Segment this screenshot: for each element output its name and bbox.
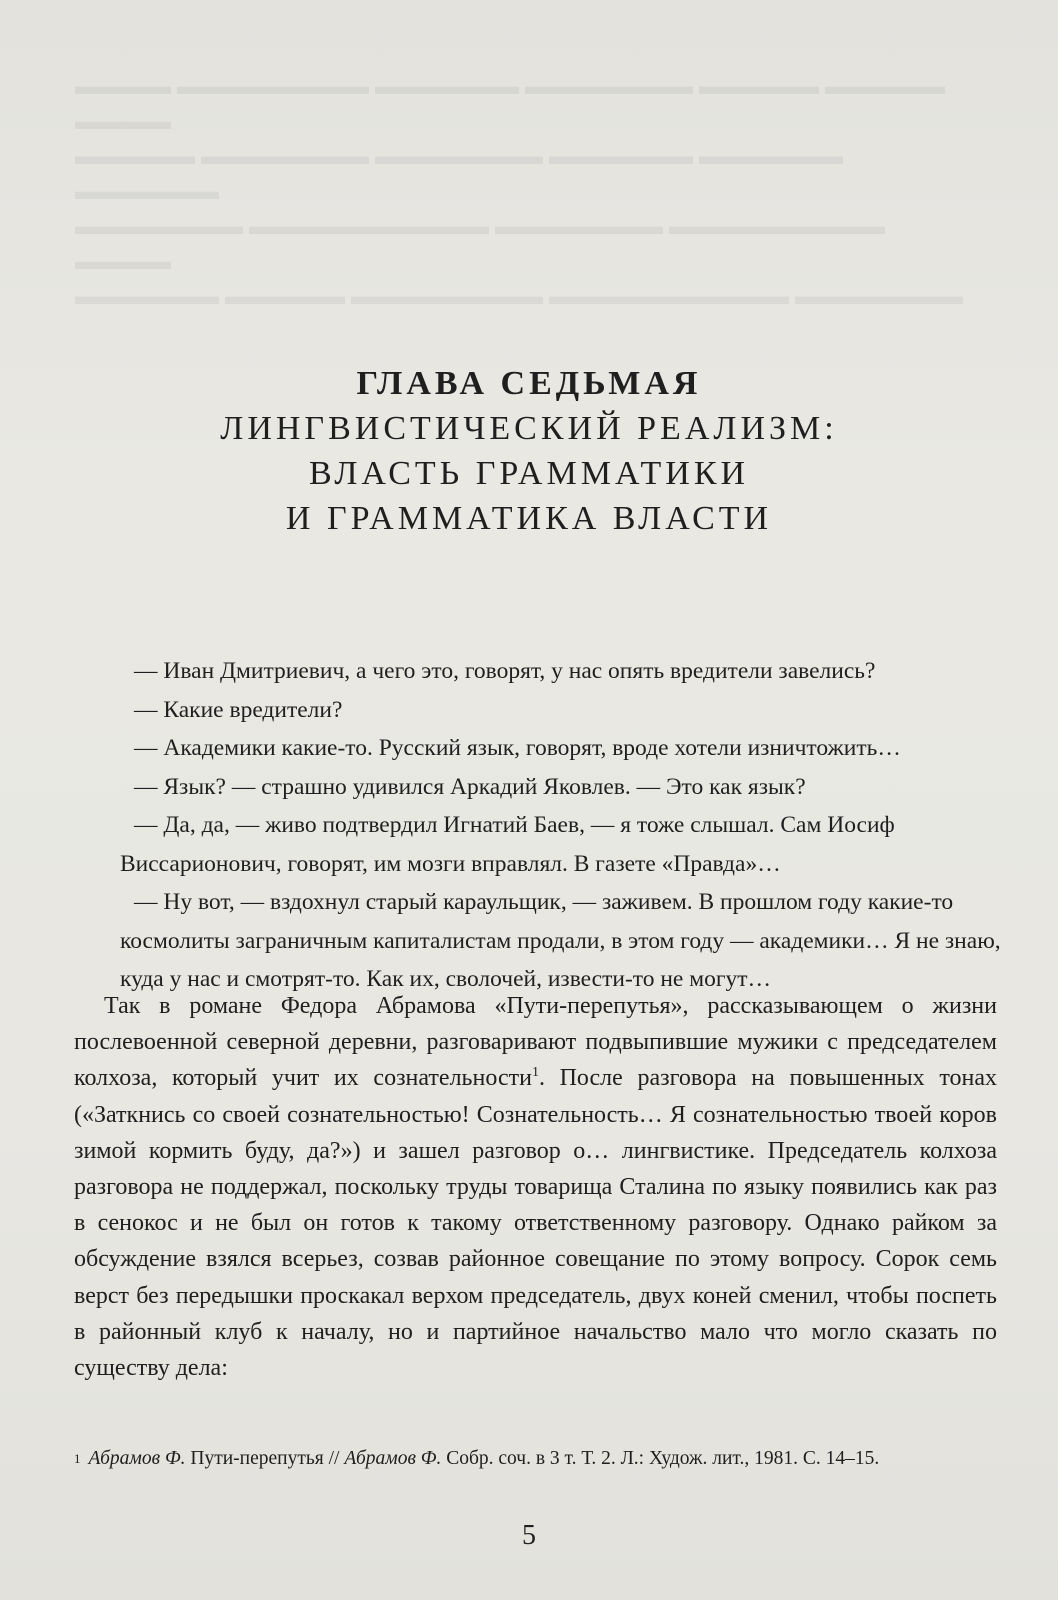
dialogue-line: — Иван Дмитриевич, а чего это, говорят, у нас опять вредители завелись? <box>134 658 876 684</box>
footnote-text: Пути-перепутья // <box>185 1448 345 1469</box>
footnote-number: 1 <box>74 1451 81 1466</box>
dialogue-line: — Ну вот, — вздохнул старый караульщик, — заживем. В прошлом году какие-то космолиты заграничным капиталистам продали, в этом году — академики… Я не знаю, куда у нас и смотрят-то. Как их, сволочей, извести-то не могут… <box>120 889 1001 992</box>
chapter-title-line-3: И ГРАММАТИКА ВЛАСТИ <box>285 500 773 537</box>
chapter-title-line-2: ВЛАСТЬ ГРАММАТИКИ <box>308 455 750 492</box>
page-number: 5 <box>522 1520 536 1551</box>
footnote-author: Абрамов Ф. <box>344 1448 442 1469</box>
chapter-title-line-1: ЛИНГВИСТИЧЕСКИЙ РЕАЛИЗМ: <box>220 410 838 447</box>
footnote <box>74 1446 1014 1472</box>
footnote-text: Собр. соч. в 3 т. Т. 2. Л.: Худож. лит., 1981. С. 14–15. <box>441 1448 880 1469</box>
epigraph-dialogue <box>120 652 1015 999</box>
chapter-label: ГЛАВА СЕДЬМАЯ <box>356 365 702 402</box>
dialogue-line: — Язык? — страшно удивился Аркадий Яковлев. — Это как язык? <box>134 773 806 800</box>
body-text-part-2: . После разговора на повышенных тонах («Заткнись со своей сознательностью! Сознательность… Я сознательностью твоей коров зимой кормить буду, да?») и зашел разговор о… лингвистике. Председатель колхоза разговора не поддержал, поскольку труды товарища Сталина по языку появились как раз в сенокос и не был он готов к такому ответственному разговору. Однако райком за обсуждение взялся всерьез, созвав районное совещание по этому вопросу. Сорок семь верст без передышки проскакал верхом председатель, двух коней сменил, чтобы поспеть в районный клуб к началу, но и партийное начальство мало что могло сказать по существу дела: <box>74 1065 998 1382</box>
chapter-heading <box>0 362 1058 541</box>
dialogue-line: — Академики какие-то. Русский язык, говорят, вроде хотели изничтожить… <box>134 735 901 761</box>
footnote-reference[interactable]: 1 <box>531 1065 539 1081</box>
body-paragraph-container <box>74 988 997 1386</box>
dialogue-line: — Какие вредители? <box>134 696 343 723</box>
body-text-part-1: Так в романе Федора Абрамова «Пути-перепутья», рассказывающем о жизни послевоенной северной деревни, разговаривают подвыпившие мужики с председателем колхоза, который учит их сознательности <box>74 993 997 1092</box>
footnote-author: Абрамов Ф. <box>88 1448 186 1469</box>
dialogue-line: — Да, да, — живо подтвердил Игнатий Баев, — я тоже слышал. Сам Иосиф Виссарионович, говорят, им мозги вправлял. В газете «Правда»… <box>120 812 895 877</box>
body-paragraph <box>74 988 997 1386</box>
bleed-through-text: ▬▬▬▬ ▬▬▬▬▬▬▬▬ ▬▬▬▬▬▬ ▬▬▬▬▬▬▬ ▬▬▬▬▬ ▬▬▬▬▬ ▬▬▬▬ ▬▬▬▬▬ ▬▬▬▬▬▬▬ ▬▬▬▬▬▬▬ ▬▬▬▬▬▬ ▬▬▬▬▬▬ ▬▬▬▬▬▬ ▬▬▬▬▬▬▬ ▬▬▬▬▬▬▬▬▬▬ ▬▬▬▬▬▬▬ ▬▬▬▬▬▬▬▬▬ ▬▬▬▬ ▬▬▬▬▬▬ ▬▬▬▬▬ ▬▬▬▬▬▬▬▬ ▬▬▬▬▬▬▬▬▬▬ ▬▬▬▬▬▬▬ <box>75 74 963 310</box>
